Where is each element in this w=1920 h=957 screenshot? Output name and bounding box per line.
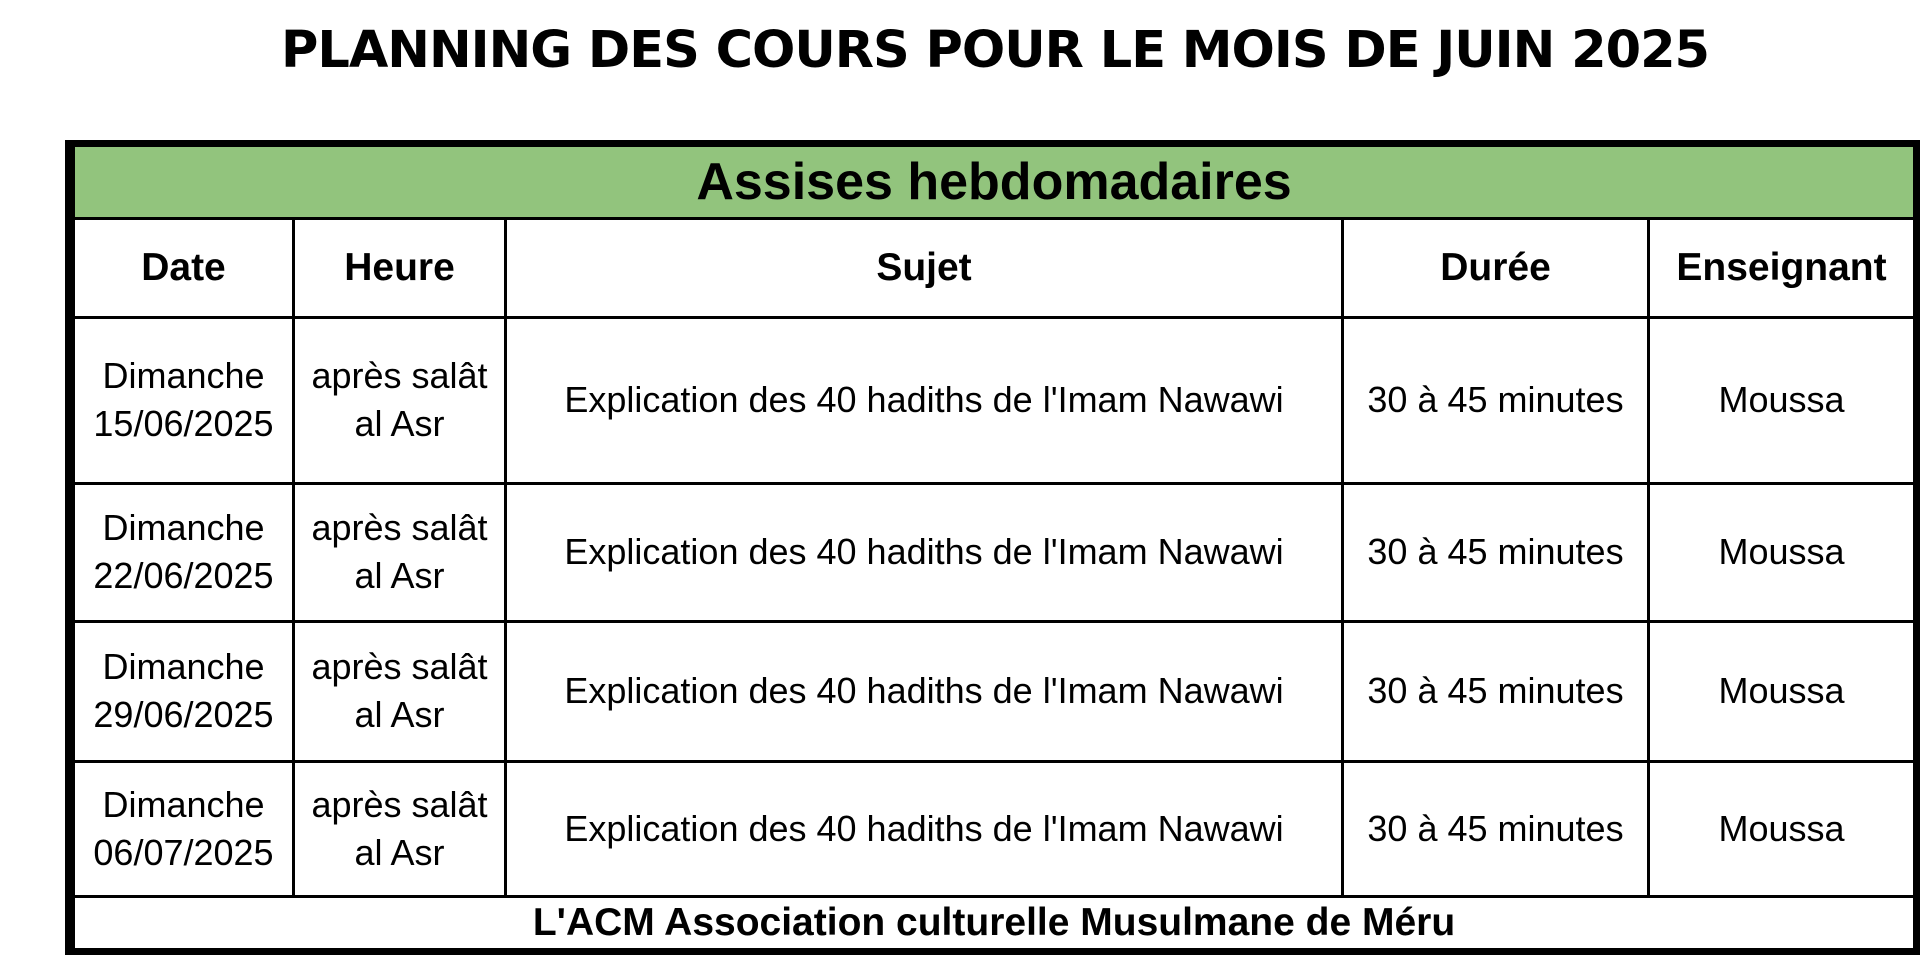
cell-duree: 30 à 45 minutes (1343, 484, 1649, 622)
page-title: PLANNING DES COURS POUR LE MOIS DE JUIN 2025 (280, 21, 1710, 80)
header-duree: Durée (1343, 219, 1649, 317)
cell-heure (294, 762, 506, 897)
cell-day: Dimanche (102, 646, 265, 688)
header-heure: Heure (294, 219, 506, 317)
cell-heure-line1: après salât (311, 646, 488, 688)
header-row (74, 219, 1915, 317)
schedule-table (72, 147, 1916, 948)
cell-heure-line2: al Asr (354, 555, 445, 597)
cell-enseignant: Moussa (1649, 762, 1915, 897)
cell-heure (294, 484, 506, 622)
cell-date (74, 484, 294, 622)
table-row (74, 484, 1915, 622)
cell-date (74, 317, 294, 484)
cell-heure-line2: al Asr (354, 403, 445, 445)
table-row (74, 621, 1915, 762)
cell-date-value: 15/06/2025 (93, 403, 274, 445)
cell-heure (294, 621, 506, 762)
header-enseignant: Enseignant (1649, 219, 1915, 317)
cell-date-value: 06/07/2025 (93, 832, 274, 873)
cell-date-value: 22/06/2025 (93, 555, 274, 597)
banner-row (74, 147, 1915, 219)
cell-enseignant: Moussa (1649, 317, 1915, 484)
table-row (74, 762, 1915, 897)
cell-duree: 30 à 45 minutes (1343, 762, 1649, 897)
cell-date (74, 621, 294, 762)
cell-sujet: Explication des 40 hadiths de l'Imam Nawawi (506, 484, 1343, 622)
schedule-frame (65, 140, 1920, 955)
cell-date (74, 762, 294, 897)
cell-date-value: 29/06/2025 (93, 694, 274, 736)
cell-duree: 30 à 45 minutes (1343, 317, 1649, 484)
cell-heure-line1: après salât (311, 355, 488, 397)
cell-enseignant: Moussa (1649, 484, 1915, 622)
cell-heure (294, 317, 506, 484)
cell-enseignant: Moussa (1649, 621, 1915, 762)
cell-duree: 30 à 45 minutes (1343, 621, 1649, 762)
table-banner: Assises hebdomadaires (74, 147, 1915, 219)
cell-sujet: Explication des 40 hadiths de l'Imam Nawawi (506, 317, 1343, 484)
header-sujet: Sujet (506, 219, 1343, 317)
cell-heure-line2: al Asr (354, 832, 445, 873)
table-footer: L'ACM Association culturelle Musulmane de Méru (74, 896, 1915, 948)
cell-sujet: Explication des 40 hadiths de l'Imam Nawawi (506, 762, 1343, 897)
cell-sujet: Explication des 40 hadiths de l'Imam Nawawi (506, 621, 1343, 762)
table-row (74, 317, 1915, 484)
cell-heure-line1: après salât (311, 507, 488, 549)
cell-heure-line2: al Asr (354, 694, 445, 736)
header-date: Date (74, 219, 294, 317)
cell-heure-line1: après salât (311, 784, 488, 825)
cell-day: Dimanche (102, 784, 265, 825)
cell-day: Dimanche (102, 507, 265, 549)
cell-day: Dimanche (102, 355, 265, 397)
footer-row (74, 896, 1915, 948)
